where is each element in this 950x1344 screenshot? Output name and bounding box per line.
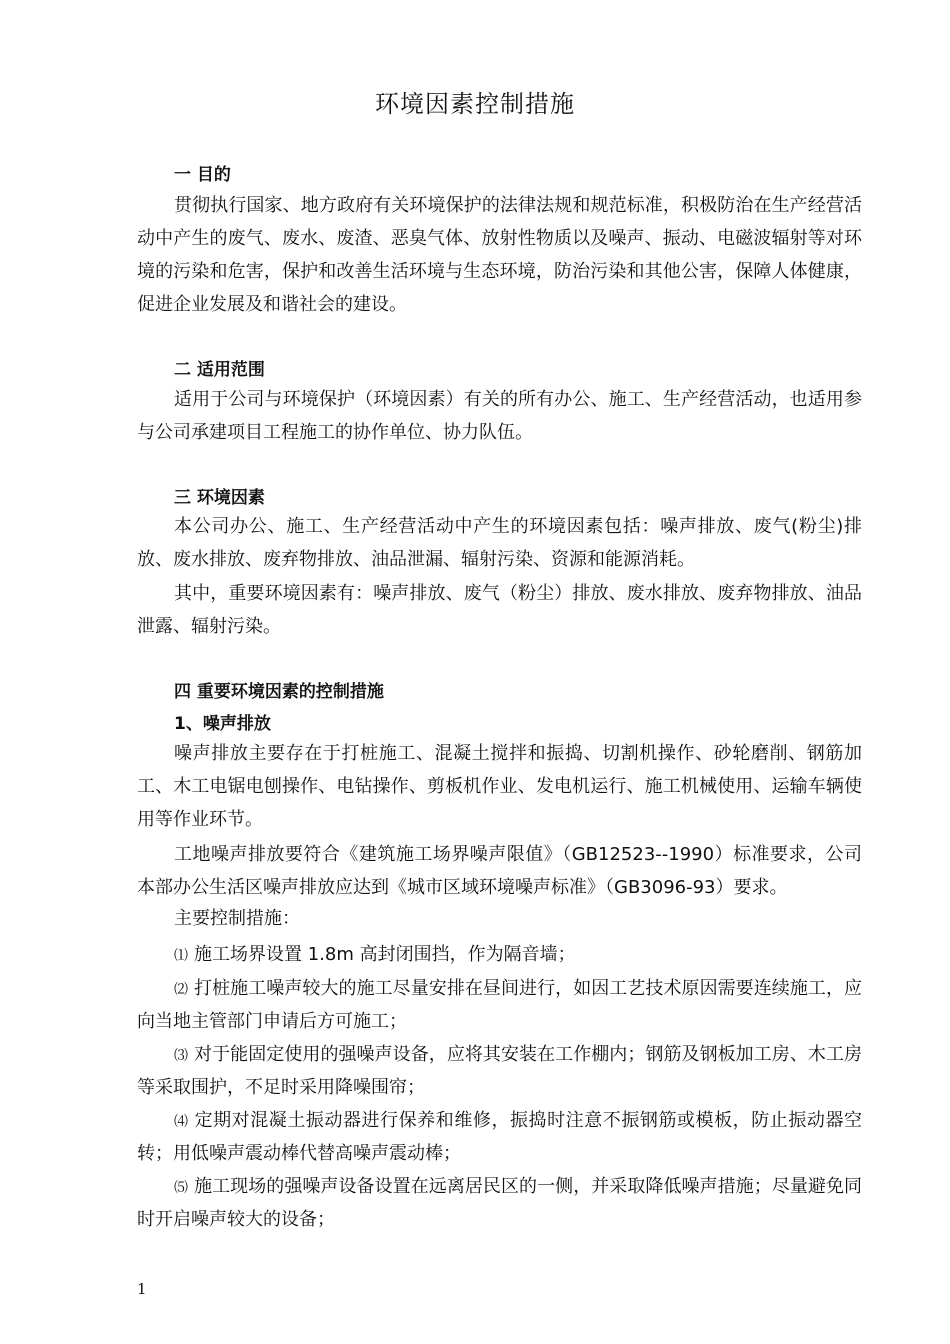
section-heading-purpose: 一 目的 bbox=[174, 165, 231, 185]
measure-number: ⑴ bbox=[174, 948, 188, 964]
measure-text: 打桩施工噪声较大的施工尽量安排在昼间进行，如因工艺技术原因需要连续施工，应向当地主管部门申请后方可施工； bbox=[137, 978, 863, 1032]
section-factors-paragraph-2: 其中，重要环境因素有：噪声排放、废气（粉尘）排放、废水排放、废弃物排放、油品泄露、辐射污染。 bbox=[137, 583, 862, 637]
section-purpose-paragraph: 贯彻执行国家、地方政府有关环境保护的法律法规和规范标准，积极防治在生产经营活动中产生的废气、废水、废渣、恶臭气体、放射性物质以及噪声、振动、电磁波辐射等对环境的污染和危害，保护和改善生活环境与生态环境，防治污染和其他公害，保障人体健康，促进企业发展及和谐社会的建设。 bbox=[137, 195, 862, 315]
measure-text: 施工现场的强噪声设备设置在远离居民区的一侧，并采取降低噪声措施；尽量避免同时开启噪声较大的设备； bbox=[137, 1176, 863, 1230]
measure-number: ⑵ bbox=[174, 982, 189, 998]
measure-item bbox=[137, 1105, 862, 1170]
section-scope-paragraph: 适用于公司与环境保护（环境因素）有关的所有办公、施工、生产经营活动，也适用参与公司承建项目工程施工的协作单位、协力队伍。 bbox=[137, 389, 862, 443]
measure-item bbox=[137, 1171, 862, 1236]
measure-item bbox=[137, 973, 862, 1038]
noise-paragraph-2: 工地噪声排放要符合《建筑施工场界噪声限值》（GB12523--1990）标准要求，公司本部办公生活区噪声排放应达到《城市区域环境噪声标准》（GB3096-93）要求。 bbox=[137, 844, 862, 898]
measure-text: 定期对混凝土振动器进行保养和维修，振捣时注意不振钢筋或模板，防止振动器空转；用低噪声震动棒代替高噪声震动棒； bbox=[137, 1110, 863, 1164]
measure-text: 对于能固定使用的强噪声设备，应将其安装在工作棚内；钢筋及钢板加工房、木工房等采取围护，不足时采用降噪围帘； bbox=[137, 1044, 863, 1098]
page-title: 环境因素控制措施 bbox=[375, 90, 575, 118]
noise-paragraph-3: 主要控制措施： bbox=[174, 908, 300, 929]
measure-number: ⑶ bbox=[174, 1048, 189, 1064]
measure-text: 施工场界设置 1.8m 高封闭围挡，作为隔音墙； bbox=[194, 944, 576, 965]
subsection-heading-noise: 1、噪声排放 bbox=[174, 714, 271, 734]
section-heading-scope: 二 适用范围 bbox=[174, 360, 265, 380]
section-heading-controls: 四 重要环境因素的控制措施 bbox=[174, 682, 384, 702]
measure-number: ⑷ bbox=[174, 1114, 189, 1130]
measure-number: ⑸ bbox=[174, 1180, 189, 1196]
measure-item bbox=[137, 1039, 862, 1104]
measure-item bbox=[137, 939, 862, 972]
section-heading-factors: 三 环境因素 bbox=[174, 488, 265, 508]
page-number: 1 bbox=[137, 1280, 147, 1298]
section-factors-paragraph-1: 本公司办公、施工、生产经营活动中产生的环境因素包括：噪声排放、废气(粉尘)排放、废水排放、废弃物排放、油品泄漏、辐射污染、资源和能源消耗。 bbox=[137, 516, 862, 570]
noise-paragraph-1: 噪声排放主要存在于打桩施工、混凝土搅拌和振捣、切割机操作、砂轮磨削、钢筋加工、木工电锯电刨操作、电钻操作、剪板机作业、发电机运行、施工机械使用、运输车辆使用等作业环节。 bbox=[137, 743, 862, 830]
